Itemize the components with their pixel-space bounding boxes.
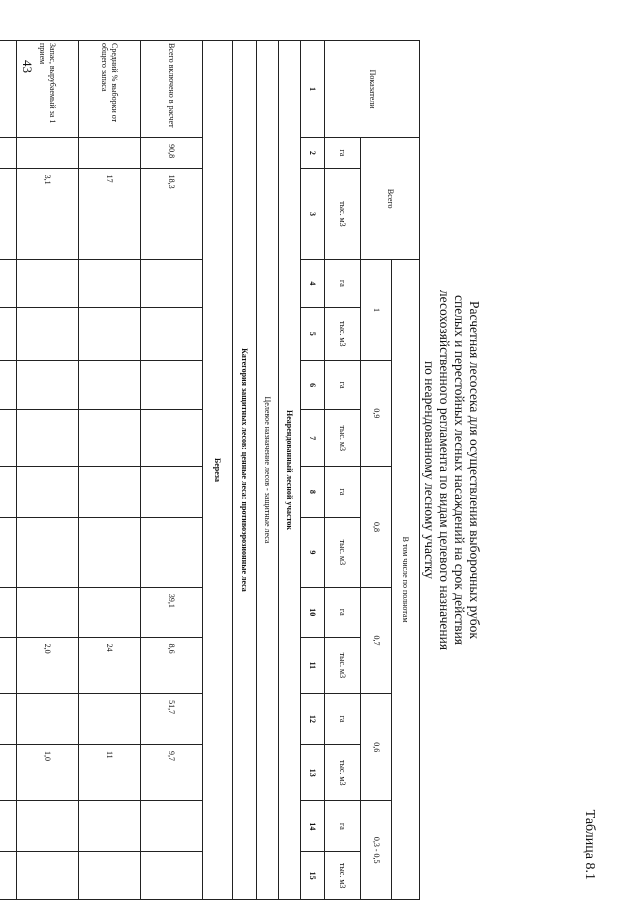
table-cell: 51,7 [141, 694, 203, 745]
column-number: 14 [301, 801, 325, 852]
column-number: 1 [301, 41, 325, 138]
table-cell [0, 168, 17, 260]
title-line: лесохозяйственного регламента по видам целевого назначения [437, 289, 452, 651]
row-label: Всего включено в расчет [141, 41, 203, 138]
table-cell [141, 360, 203, 410]
table-cell [17, 260, 79, 307]
unit-ha-header: га [325, 360, 361, 410]
section-protective-category: Категория защитных лесов: ценные леса: противоэрозионные леса [233, 41, 257, 900]
species-row: Береза [203, 41, 233, 900]
unit-ha-header: га [325, 138, 361, 169]
table-cell [17, 801, 79, 852]
table-cell [141, 852, 203, 900]
table-cell [79, 307, 141, 360]
unit-ha-header: га [325, 587, 361, 637]
unit-m3-header: тыс. м3 [325, 307, 361, 360]
table-cell [0, 852, 17, 900]
table-row [79, 41, 141, 900]
document-title [422, 190, 482, 750]
table-cell [0, 466, 17, 517]
row-label: Запас, вырубаемый за 1 прием [17, 41, 79, 138]
density-header: 0,6 [361, 694, 392, 801]
table-cell [17, 466, 79, 517]
table-cell [0, 307, 17, 360]
unit-ha-header: га [325, 260, 361, 307]
allowable-cut-table [0, 40, 420, 900]
table-cell [141, 517, 203, 587]
unit-ha-header: га [325, 694, 361, 745]
table-cell [17, 307, 79, 360]
column-number: 10 [301, 587, 325, 637]
unit-m3-header: тыс. м3 [325, 744, 361, 801]
table-cell [17, 517, 79, 587]
row-label [0, 41, 17, 138]
header-total: Всего [361, 138, 420, 260]
table-cell: 17 [79, 168, 141, 260]
unit-m3-header: тыс. м3 [325, 517, 361, 587]
table-cell [79, 801, 141, 852]
table-cell: 11 [79, 744, 141, 801]
table-cell: 8,6 [141, 637, 203, 694]
table-cell [0, 694, 17, 745]
table-cell [79, 852, 141, 900]
row-label: Средний % выборки от общего запаса [79, 41, 141, 138]
table-cell: 3,1 [17, 168, 79, 260]
table-cell [79, 360, 141, 410]
column-number: 4 [301, 260, 325, 307]
unit-ha-header: га [325, 466, 361, 517]
table-cell [79, 410, 141, 467]
table-cell [17, 360, 79, 410]
table-cell: 9,7 [141, 744, 203, 801]
table-cell [0, 138, 17, 169]
table-cell [0, 360, 17, 410]
unit-m3-header: тыс. м3 [325, 637, 361, 694]
title-line: Расчетная лесосека для осуществления выборочных рубок [467, 301, 482, 639]
column-number: 2 [301, 138, 325, 169]
page-number: 43 [20, 60, 35, 73]
table-cell [0, 517, 17, 587]
header-by-density: В том числе по полнотам [392, 260, 420, 900]
section-unleased-plot: Неарендованный лесной участок [279, 41, 301, 900]
table-cell [0, 801, 17, 852]
unit-m3-header: тыс. м3 [325, 410, 361, 467]
header-indicator: Показатели [325, 41, 420, 138]
density-header: 0,3 - 0,5 [361, 801, 392, 900]
table-cell: 90,8 [141, 138, 203, 169]
column-number: 6 [301, 360, 325, 410]
density-header: 0,8 [361, 466, 392, 587]
table-cell: 39,1 [141, 587, 203, 637]
table-cell: 2,0 [17, 637, 79, 694]
table-cell [79, 517, 141, 587]
table-cell [0, 744, 17, 801]
table-cell [141, 466, 203, 517]
table-cell [79, 466, 141, 517]
unit-m3-header: тыс. м3 [325, 852, 361, 900]
table-caption: Таблица 8.1 [582, 809, 597, 880]
table-cell [79, 138, 141, 169]
table-cell [0, 587, 17, 637]
column-number: 13 [301, 744, 325, 801]
column-number: 5 [301, 307, 325, 360]
density-header: 0,9 [361, 360, 392, 466]
table-row [0, 41, 17, 900]
column-number: 7 [301, 410, 325, 467]
column-number: 9 [301, 517, 325, 587]
unit-m3-header: тыс. м3 [325, 168, 361, 260]
density-header: 1 [361, 260, 392, 361]
table-row [141, 41, 203, 900]
table-cell [141, 801, 203, 852]
table-row [17, 41, 79, 900]
table-cell [141, 410, 203, 467]
column-number: 15 [301, 852, 325, 900]
table-cell [17, 410, 79, 467]
table-cell [0, 260, 17, 307]
table-cell [17, 694, 79, 745]
table-cell [17, 852, 79, 900]
table-cell: 1,0 [17, 744, 79, 801]
column-number: 3 [301, 168, 325, 260]
table-cell [141, 260, 203, 307]
table-cell [141, 307, 203, 360]
table-cell [79, 694, 141, 745]
table-cell [17, 587, 79, 637]
table-cell [79, 587, 141, 637]
column-number: 8 [301, 466, 325, 517]
table-cell [79, 260, 141, 307]
title-line: спелых и перестойных лесных насаждений на срок действия [452, 294, 467, 646]
table-cell: 24 [79, 637, 141, 694]
column-number: 11 [301, 637, 325, 694]
rotated-page-content [25, 40, 605, 900]
title-line: по неарендованному лесному участку [422, 360, 437, 580]
section-target-purpose: Целевое назначение лесов - защитные леса [257, 41, 279, 900]
table-cell [17, 138, 79, 169]
table-cell: 18,3 [141, 168, 203, 260]
unit-ha-header: га [325, 801, 361, 852]
table-cell [0, 637, 17, 694]
table-cell [0, 410, 17, 467]
column-number: 12 [301, 694, 325, 745]
density-header: 0,7 [361, 587, 392, 693]
